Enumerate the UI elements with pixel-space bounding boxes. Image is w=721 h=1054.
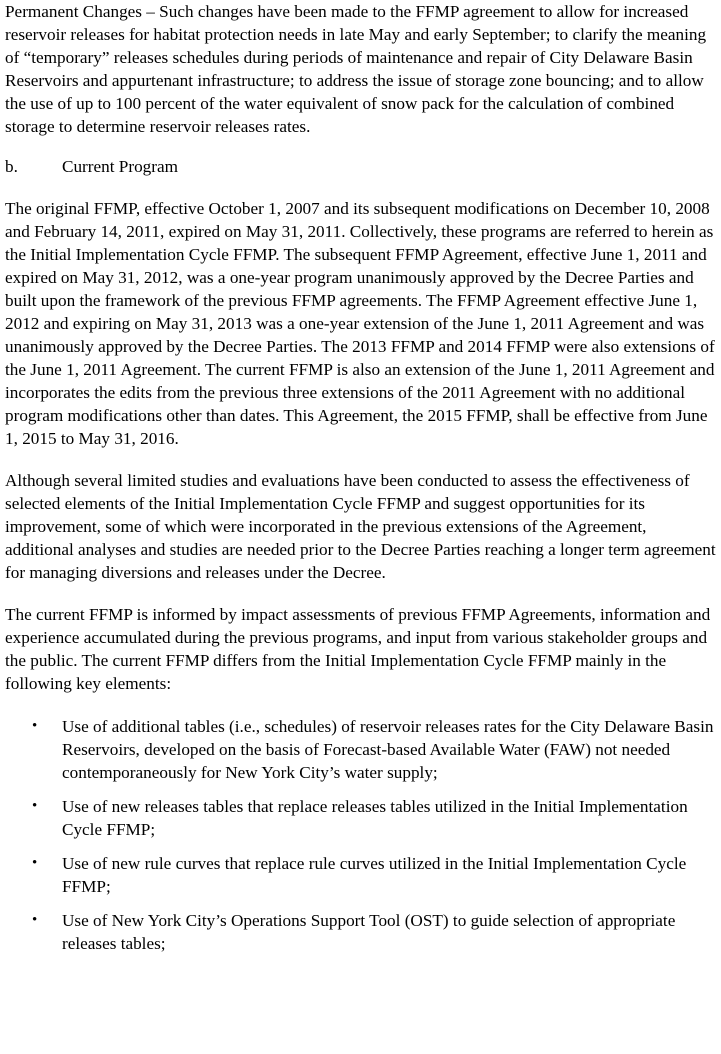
- key-elements-list: [5, 715, 716, 955]
- section-heading: [5, 155, 716, 178]
- bullet-icon: •: [32, 855, 38, 871]
- list-item-text: Use of additional tables (i.e., schedules) of reservoir releases rates for the City Delaware Basin Reservoirs, developed on the basis of Forecast-based Available Water (FAW) not needed contemporaneously for New York City’s water supply;: [62, 717, 714, 782]
- list-item-text: Use of New York City’s Operations Support Tool (OST) to guide selection of appropriate releases tables;: [62, 911, 676, 953]
- section-title: Current Program: [62, 157, 178, 176]
- list-item: [5, 795, 716, 841]
- bullet-icon: •: [32, 912, 38, 928]
- bullet-icon: •: [32, 798, 38, 814]
- bullet-icon: •: [32, 718, 38, 734]
- section-number: b.: [5, 157, 18, 176]
- list-item-text: Use of new rule curves that replace rule curves utilized in the Initial Implementation Cycle FFMP;: [62, 854, 687, 896]
- list-item: [5, 909, 716, 955]
- list-item: [5, 715, 716, 784]
- paragraph-studies: Although several limited studies and evaluations have been conducted to assess the effectiveness of selected elements of the Initial Implementation Cycle FFMP and suggest opportunities for its improvement, some of which were incorporated in the previous extensions of the Agreement, additional analyses and studies are needed prior to the Decree Parties reaching a longer term agreement for managing diversions and releases under the Decree.: [5, 471, 716, 582]
- paragraph-current-ffmp: The current FFMP is informed by impact assessments of previous FFMP Agreements, information and experience accumulated during the previous programs, and input from various stakeholder groups and the public. The current FFMP differs from the Initial Implementation Cycle FFMP mainly in the following key elements:: [5, 605, 711, 693]
- paragraph-permanent-changes: Permanent Changes – Such changes have been made to the FFMP agreement to allow for increased reservoir releases for habitat protection needs in late May and early September; to clarify the meaning of “temporary” releases schedules during periods of maintenance and repair of City Delaware Basin Reservoirs and appurtenant infrastructure; to address the issue of storage zone bouncing; and to allow the use of up to 100 percent of the water equivalent of snow pack for the calculation of combined storage to determine reservoir releases rates.: [5, 2, 707, 136]
- list-item-text: Use of new releases tables that replace releases tables utilized in the Initial Implementation Cycle FFMP;: [62, 797, 688, 839]
- list-item: [5, 852, 716, 898]
- paragraph-original-ffmp: The original FFMP, effective October 1, 2007 and its subsequent modifications on December 10, 2008 and February 14, 2011, expired on May 31, 2011. Collectively, these programs are referred to herein as the Initial Implementation Cycle FFMP. The subsequent FFMP Agreement, effective June 1, 2011 and expired on May 31, 2012, was a one-year program unanimously approved by the Decree Parties and built upon the framework of the previous FFMP agreements. The FFMP Agreement effective June 1, 2012 and expiring on May 31, 2013 was a one-year extension of the June 1, 2011 Agreement and was unanimously approved by the Decree Parties. The 2013 FFMP and 2014 FFMP were also extensions of the June 1, 2011 Agreement. The current FFMP is also an extension of the June 1, 2011 Agreement and incorporates the edits from the previous three extensions of the 2011 Agreement with no additional program modifications other than dates. This Agreement, the 2015 FFMP, shall be effective from June 1, 2015 to May 31, 2016.: [5, 199, 715, 448]
